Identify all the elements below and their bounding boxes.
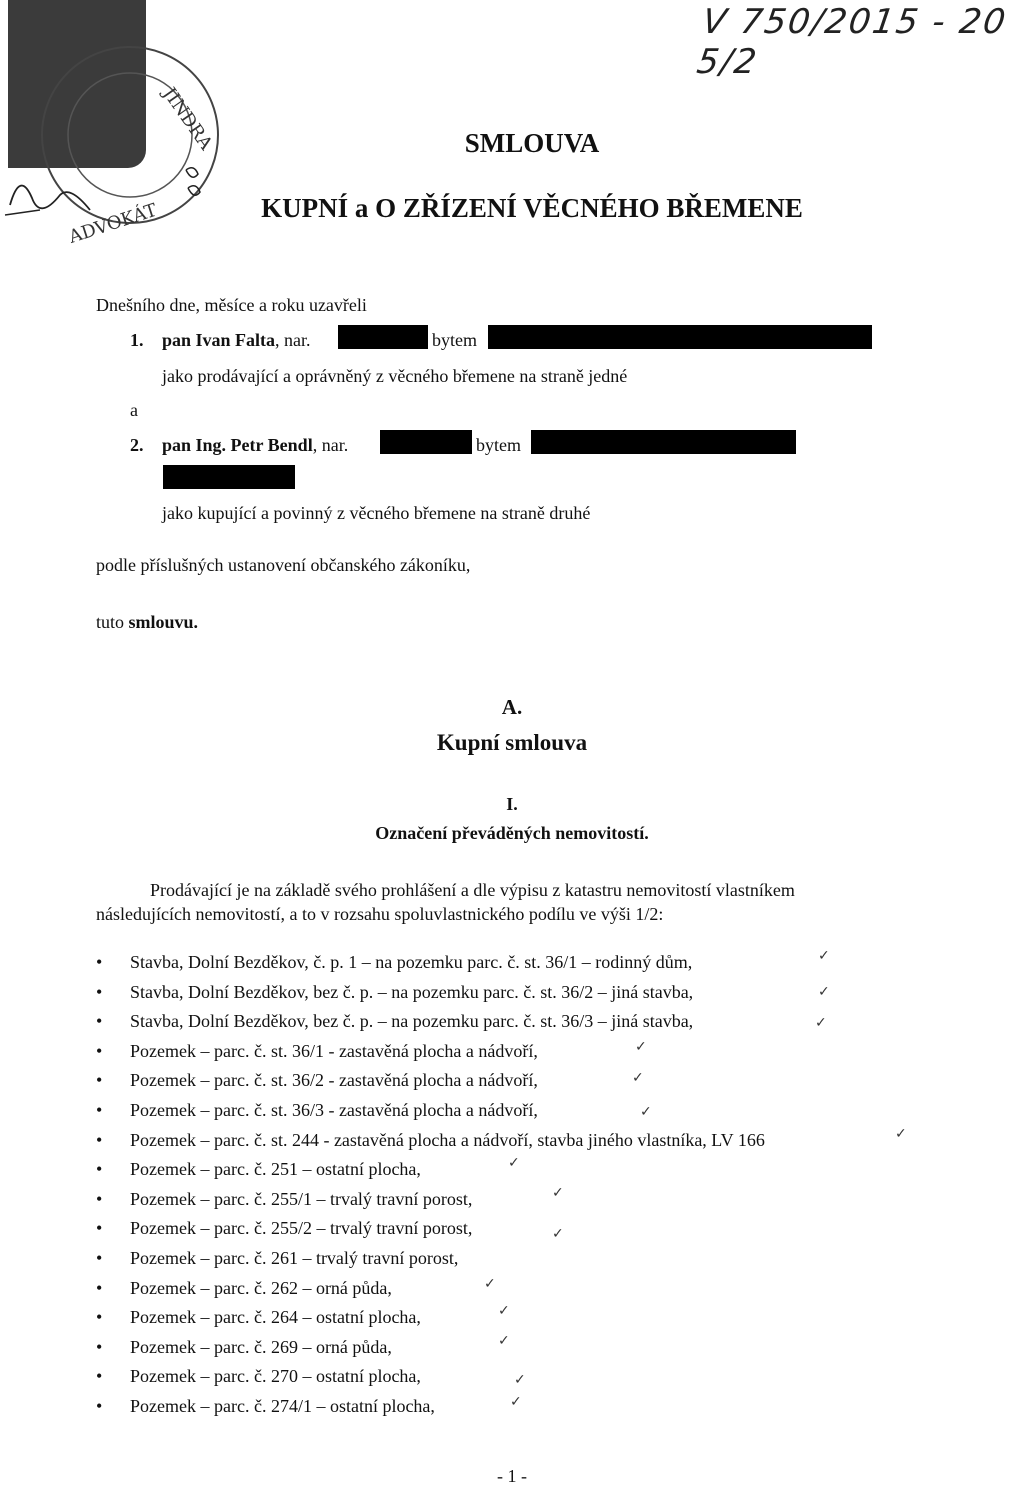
list-bullet: • [96,1248,103,1268]
paragraph-line-2: následujících nemovitostí, a to v rozsahu spoluvlastnického podílu ve výši 1/2: [96,904,664,924]
property-list-item: Pozemek – parc. č. 255/1 – trvalý travní porost, [130,1188,473,1209]
closing-bold: smlouvu. [128,612,199,632]
property-list-item: Pozemek – parc. č. st. 36/3 - zastavěná plocha a nádvoří, [130,1100,538,1120]
property-list-item: Stavba, Dolní Bezděkov, bez č. p. – na pozemku parc. č. st. 36/2 – jiná stavba, [130,981,694,1002]
conjunction-text: a [130,400,138,420]
redaction-address-2b [163,465,295,489]
list-bullet: • [96,952,103,972]
handwritten-check-mark: ✓ [508,1155,520,1172]
svg-text:ADVOKÁT: ADVOKÁT [66,199,160,248]
closing-text [96,612,198,633]
list-bullet: • [96,1336,103,1357]
list-bullet: • [96,1307,103,1328]
handwritten-reference: V 750/2015 - 20 5/2 [694,2,1010,82]
handwritten-check-mark: ✓ [510,1394,522,1410]
property-list-item: Pozemek – parc. č. 270 – ostatní plocha, [130,1366,421,1387]
handwritten-check-mark: ✓ [818,983,830,1000]
party2-line [162,435,348,456]
section-i-number: I. [506,794,518,814]
property-list-item: Pozemek – parc. č. 264 – ostatní plocha, [130,1307,421,1328]
svg-text:JINDRA: JINDRA [158,83,217,155]
intro-text: Dnešního dne, měsíce a roku uzavřeli [96,295,367,315]
list-bullet: • [96,1188,103,1209]
handwritten-check-mark: ✓ [552,1184,564,1201]
party2-nar-label: , nar. [312,435,349,455]
document-title: SMLOUVA [464,128,600,158]
property-list-item: Pozemek – parc. č. st. 36/2 - zastavěná plocha a nádvoří, [130,1070,538,1091]
list-bullet: • [96,1218,103,1239]
handwritten-check-mark: ✓ [484,1275,496,1292]
list-bullet: • [96,981,103,1002]
handwritten-check-mark: ✓ [498,1303,510,1320]
property-list-item: Pozemek – parc. č. 251 – ostatní plocha, [130,1159,421,1180]
party2-name: pan Ing. Petr Bendl [162,435,313,455]
property-list-item: Pozemek – parc. č. 261 – trvalý travní porost, [130,1248,459,1268]
handwritten-check-mark: ✓ [895,1125,907,1142]
party2-bytem-label: bytem [476,435,521,455]
handwritten-check-mark: ✓ [815,1015,827,1032]
property-list-item: Stavba, Dolní Bezděkov, č. p. 1 – na pozemku parc. č. st. 36/1 – rodinný dům, [130,952,693,972]
property-list-item: Pozemek – parc. č. 262 – orná půda, [130,1277,392,1298]
list-bullet: • [96,1396,103,1416]
property-list-item: Pozemek – parc. č. st. 36/1 - zastavěná plocha a nádvoří, [130,1040,538,1061]
party2-number: 2. [130,435,144,455]
document-subtitle: KUPNÍ a O ZŘÍZENÍ VĚCNÉHO BŘEMENE [261,193,803,223]
section-a-letter: A. [501,695,523,719]
list-bullet: • [96,1277,103,1298]
list-bullet: • [96,1159,103,1180]
party2-role: jako kupující a povinný z věcného břemene na straně druhé [162,503,591,523]
property-list-item: Pozemek – parc. č. 255/2 – trvalý travní porost, [130,1218,473,1239]
legal-basis-text: podle příslušných ustanovení občanského zákoníku, [96,555,471,575]
handwritten-check-mark: ✓ [514,1372,526,1389]
list-bullet: • [96,1040,103,1061]
list-bullet: • [96,1366,103,1387]
handwritten-check-mark: ✓ [552,1226,564,1243]
list-bullet: • [96,1011,103,1032]
section-i-title: Označení převáděných nemovitostí. [375,823,649,843]
redaction-address-1 [488,325,872,349]
property-list-item: Pozemek – parc. č. 269 – orná půda, [130,1336,392,1357]
list-bullet: • [96,1129,103,1150]
list-bullet: • [96,1070,103,1091]
list-bullet: • [96,1100,103,1120]
redaction-birthdate-1 [338,325,428,349]
handwritten-check-mark: ✓ [632,1070,644,1087]
party1-role: jako prodávající a oprávněný z věcného břemene na straně jedné [162,366,628,386]
redaction-address-2a [531,430,796,454]
page-number: - 1 - [497,1466,527,1486]
handwritten-check-mark: ✓ [818,948,830,964]
paragraph-line-1: Prodávající je na základě svého prohlášení a dle výpisu z katastru nemovitostí vlastníkem [150,880,795,900]
party1-nar-label: , nar. [275,330,311,350]
party1-bytem-label: bytem [432,330,477,350]
handwritten-check-mark: ✓ [635,1038,647,1055]
party1-number: 1. [130,330,144,350]
property-list-item: Pozemek – parc. č. st. 244 - zastavěná plocha a nádvoří, stavba jiného vlastníka, LV 166 [130,1129,765,1150]
section-a-title: Kupní smlouva [436,730,588,755]
redaction-birthdate-2 [380,430,472,454]
closing-prefix: tuto [96,612,129,632]
handwritten-check-mark: ✓ [640,1104,652,1120]
party1-name: pan Ivan Falta [162,330,276,350]
party1-line [162,330,311,351]
handwritten-check-mark: ✓ [498,1332,510,1349]
property-list-item: Stavba, Dolní Bezděkov, bez č. p. – na pozemku parc. č. st. 36/3 – jiná stavba, [130,1011,694,1032]
property-list-item: Pozemek – parc. č. 274/1 – ostatní plocha, [130,1396,435,1416]
